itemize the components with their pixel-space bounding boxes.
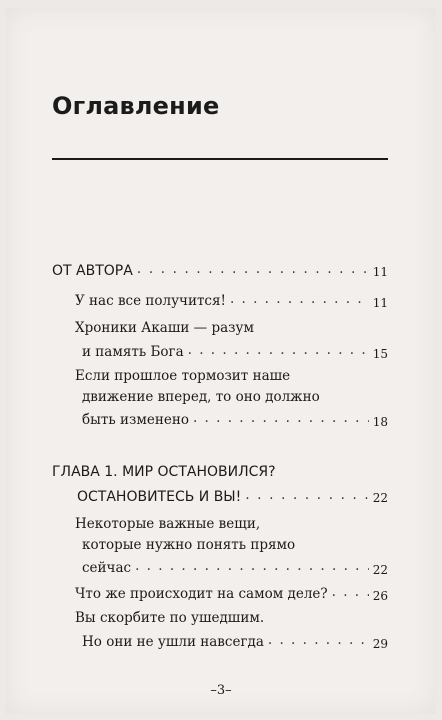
toc-page-number: 29 [372,636,388,651]
toc-page-number: 18 [372,414,388,429]
toc-entry-sub3-line2: движение вперед, то оно должно [82,389,320,405]
page-title: Оглавление [52,92,220,120]
toc-entry-chapter1-line1: ГЛАВА 1. МИР ОСТАНОВИЛСЯ? [52,464,276,480]
toc-entry-title: У нас все получится! [75,293,226,309]
toc-entry-title: быть изменено [82,412,189,428]
dot-leader [188,344,369,358]
toc-entry-sub6-line1: Вы скорбите по ушедшим. [75,610,265,626]
dot-leader [332,586,369,600]
dot-leader [245,488,368,502]
title-underline [52,158,388,160]
toc-entry-title: Но они не ушли навсегда [82,634,264,650]
toc-entry-title: сейчас [82,560,132,576]
toc-entry-sub3[interactable] [82,412,388,428]
dot-leader [230,293,369,307]
toc-entry-sub2[interactable] [82,344,388,360]
toc-entry-sub4-line2: которые нужно понять прямо [82,537,296,553]
dot-leader [268,634,369,648]
toc-entry-sub1[interactable] [75,293,388,309]
dot-leader [137,262,369,276]
toc-page-number: 11 [372,265,388,279]
toc-entry-sub4-line1: Некоторые важные вещи, [75,516,261,532]
dot-leader [135,560,369,574]
toc-page-number: 26 [372,588,388,603]
toc-entry-sub6[interactable] [82,634,388,650]
toc-entry-sub5[interactable] [75,586,388,602]
toc-entry-title: ОСТАНОВИТЕСЬ И ВЫ! [77,489,242,505]
dot-leader [193,412,369,426]
toc-entry-author[interactable] [52,262,388,278]
toc-entry-sub3-line1: Если прошлое тормозит наше [75,368,291,384]
toc-entry-title: Что же происходит на самом деле? [75,586,328,602]
toc-page-number: 15 [372,346,388,361]
page-number-folio: –3– [210,683,232,698]
toc-page-number: 22 [372,562,388,577]
toc-entry-sub2-line1: Хроники Акаши — разум [75,320,254,336]
toc-entry-title: ОТ АВТОРА [52,263,133,279]
toc-page-number: 22 [372,491,388,505]
toc-page-number: 11 [372,295,388,310]
toc-entry-title: и память Бога [82,344,184,360]
toc-entry-sub4[interactable] [82,560,388,576]
toc-entry-chapter1[interactable] [77,488,388,504]
